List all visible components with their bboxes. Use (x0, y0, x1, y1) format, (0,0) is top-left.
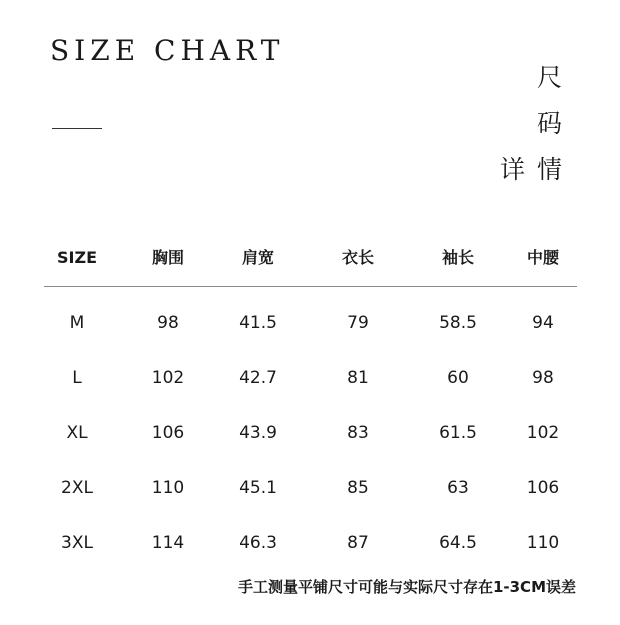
table-cell: 41.5 (239, 313, 277, 333)
table-cell: 85 (347, 478, 369, 498)
table-cell: 102 (526, 423, 560, 443)
table-cell: 45.1 (239, 478, 277, 498)
cn-title-char-1: 尺 (536, 63, 562, 92)
table-cell: 81 (347, 368, 369, 388)
table-cell: 79 (347, 313, 369, 333)
table-cell: 98 (532, 368, 554, 388)
header-waist: 中腰 (526, 248, 559, 267)
table-cell: 110 (526, 533, 560, 553)
measurement-note: 手工测量平铺尺寸可能与实际尺寸存在1-3CM误差 (237, 578, 576, 596)
table-cell: 2XL (61, 478, 93, 498)
table-header-row (44, 238, 577, 278)
table-row (44, 523, 577, 578)
table-cell: 42.7 (239, 368, 277, 388)
table-cell: 64.5 (439, 533, 477, 553)
table-cell: 110 (151, 478, 185, 498)
table-cell: 87 (347, 533, 369, 553)
header-size: SIZE (56, 248, 97, 267)
table-row (44, 358, 577, 413)
header-sleeve: 袖长 (441, 248, 474, 267)
cn-title-char-2: 码 (536, 109, 562, 138)
size-table (44, 238, 577, 578)
table-body (44, 303, 577, 578)
table-cell: M (69, 313, 85, 333)
table-cell: 58.5 (439, 313, 477, 333)
table-cell: XL (66, 423, 88, 443)
table-row (44, 468, 577, 523)
table-cell: 102 (151, 368, 185, 388)
page-title: SIZE CHART (50, 34, 285, 67)
title-divider (52, 128, 102, 129)
table-cell: 98 (157, 313, 179, 333)
table-row (44, 303, 577, 358)
table-cell: 114 (151, 533, 185, 553)
table-cell: 61.5 (439, 423, 477, 443)
cn-title-char-3: 详 (499, 155, 537, 184)
header-length: 衣长 (341, 248, 374, 267)
table-divider (44, 286, 577, 287)
table-cell: L (72, 368, 82, 388)
table-cell: 60 (447, 368, 469, 388)
table-cell: 43.9 (239, 423, 277, 443)
table-cell: 46.3 (239, 533, 277, 553)
cn-title-char-4: 情 (536, 155, 574, 184)
table-cell: 106 (151, 423, 185, 443)
header-shoulder: 肩宽 (241, 248, 274, 267)
cn-title-line-3 (500, 155, 574, 185)
table-cell: 94 (532, 313, 554, 333)
table-cell: 63 (447, 478, 469, 498)
table-cell: 83 (347, 423, 369, 443)
table-cell: 3XL (61, 533, 93, 553)
table-cell: 106 (526, 478, 560, 498)
table-row (44, 413, 577, 468)
header-chest: 胸围 (151, 248, 184, 267)
